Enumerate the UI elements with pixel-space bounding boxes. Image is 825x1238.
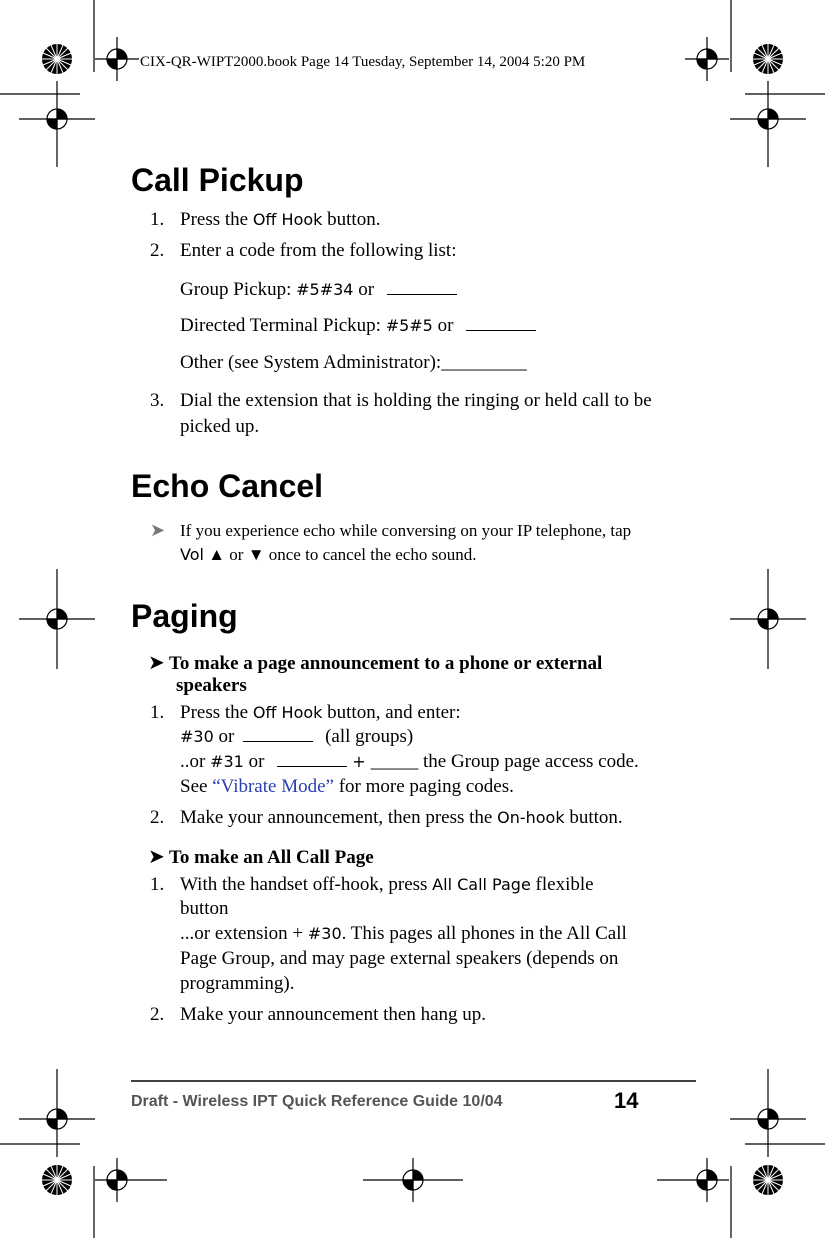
echo-cancel-line-2 <box>180 543 476 567</box>
vol-down-icon: ▼ <box>247 545 265 564</box>
all-call-step-1-line-3 <box>180 921 627 946</box>
text: or <box>225 545 248 564</box>
fill-in-blank <box>466 314 536 331</box>
text: or <box>353 279 379 300</box>
text: button, and enter: <box>322 702 461 723</box>
text: With the handset off-hook, press <box>180 874 433 895</box>
directed-pickup-line <box>180 313 536 338</box>
paging-step-2-text <box>180 805 623 830</box>
paging-see-line <box>180 774 514 799</box>
text: (all groups) <box>325 726 414 747</box>
call-pickup-step-3-number: 3. <box>150 390 165 411</box>
other-pickup-line: Other (see System Administrator):_________ <box>180 352 527 373</box>
paging-step-1-number: 1. <box>150 702 165 723</box>
text: ...or extension + <box>180 923 308 944</box>
text: or <box>432 315 459 336</box>
call-pickup-step-2-number: 2. <box>150 240 165 261</box>
paging-task-1-title-line-1: To make a page announcement to a phone or external <box>169 653 603 674</box>
text: flexible <box>530 874 594 895</box>
paging-step-1-text <box>180 700 461 725</box>
call-pickup-step-2-text: Enter a code from the following list: <box>180 240 457 261</box>
key-off-hook: Off Hook <box>252 703 323 722</box>
section-title-call-pickup: Call Pickup <box>131 162 304 198</box>
vibrate-mode-link[interactable]: “Vibrate Mode” <box>212 776 334 797</box>
text: See <box>180 776 213 797</box>
text: or <box>213 726 240 747</box>
fill-in-blank <box>387 278 457 295</box>
paging-code-30-line <box>180 724 413 749</box>
label: Group Pickup: <box>180 279 297 300</box>
all-call-step-1-line-2: button <box>180 898 229 919</box>
all-call-step-2-number: 2. <box>150 1004 165 1025</box>
section-title-echo-cancel: Echo Cancel <box>131 468 324 504</box>
all-call-step-2-text: Make your announcement then hang up. <box>180 1004 487 1025</box>
text: once to cancel the echo sound. <box>264 545 477 564</box>
paging-task-2-title: To make an All Call Page <box>169 847 374 868</box>
bullet-arrow-icon: ➤ <box>148 846 165 868</box>
group-pickup-line <box>180 277 457 302</box>
call-pickup-step-1-text <box>180 207 380 232</box>
fill-in-blank <box>277 750 347 767</box>
text: button. <box>322 209 381 230</box>
all-call-step-1-line-4: Page Group, and may page external speakers (depends on <box>180 948 619 969</box>
text: _____ the Group page access code. <box>370 751 639 772</box>
paging-task-1-title-line-2: speakers <box>176 675 247 696</box>
vol-up-icon: ▲ <box>208 545 226 564</box>
text: or <box>243 751 270 772</box>
paging-step-2-number: 2. <box>150 807 165 828</box>
call-pickup-step-3-line-1: Dial the extension that is holding the ringing or held call to be <box>180 390 652 411</box>
key-on-hook: On-hook <box>497 808 565 827</box>
echo-cancel-line-1: If you experience echo while conversing on your IP telephone, tap <box>180 521 632 540</box>
fill-in-blank <box>243 725 313 742</box>
key-vol: Vol <box>180 545 204 564</box>
directed-pickup-code: #5#5 <box>385 316 433 335</box>
text: Press the <box>180 702 253 723</box>
text: ..or <box>180 751 211 772</box>
all-call-step-1-line-1 <box>180 872 594 897</box>
text: for more paging codes. <box>333 776 514 797</box>
text: . This pages all phones in the All Call <box>341 923 627 944</box>
footer-title: Draft - Wireless IPT Quick Reference Guide 10/04 <box>131 1093 503 1110</box>
plus-sign: + <box>347 752 371 771</box>
page-number: 14 <box>614 1088 639 1113</box>
section-title-paging: Paging <box>131 598 238 634</box>
call-pickup-step-1 <box>150 207 164 232</box>
bullet-arrow-icon: ➤ <box>148 652 165 674</box>
all-call-step-1-number: 1. <box>150 874 165 895</box>
paging-code-31-line <box>180 749 639 774</box>
group-pickup-code: #5#34 <box>296 280 354 299</box>
bullet-arrow-icon: ➤ <box>150 520 166 540</box>
code-31: #31 <box>210 752 244 771</box>
file-info-header: CIX-QR-WIPT2000.book Page 14 Tuesday, September 14, 2004 5:20 PM <box>140 54 586 70</box>
text: button. <box>564 807 623 828</box>
label: Directed Terminal Pickup: <box>180 315 386 336</box>
key-all-call-page: All Call Page <box>432 875 531 894</box>
text: Press the <box>180 209 253 230</box>
key-off-hook: Off Hook <box>252 210 323 229</box>
code-30: #30 <box>180 727 214 746</box>
all-call-step-1-line-5: programming). <box>180 973 295 994</box>
text: Make your announcement, then press the <box>180 807 498 828</box>
code-30: #30 <box>307 924 342 943</box>
step-number: 1. <box>150 209 165 230</box>
call-pickup-step-3-line-2: picked up. <box>180 416 260 437</box>
